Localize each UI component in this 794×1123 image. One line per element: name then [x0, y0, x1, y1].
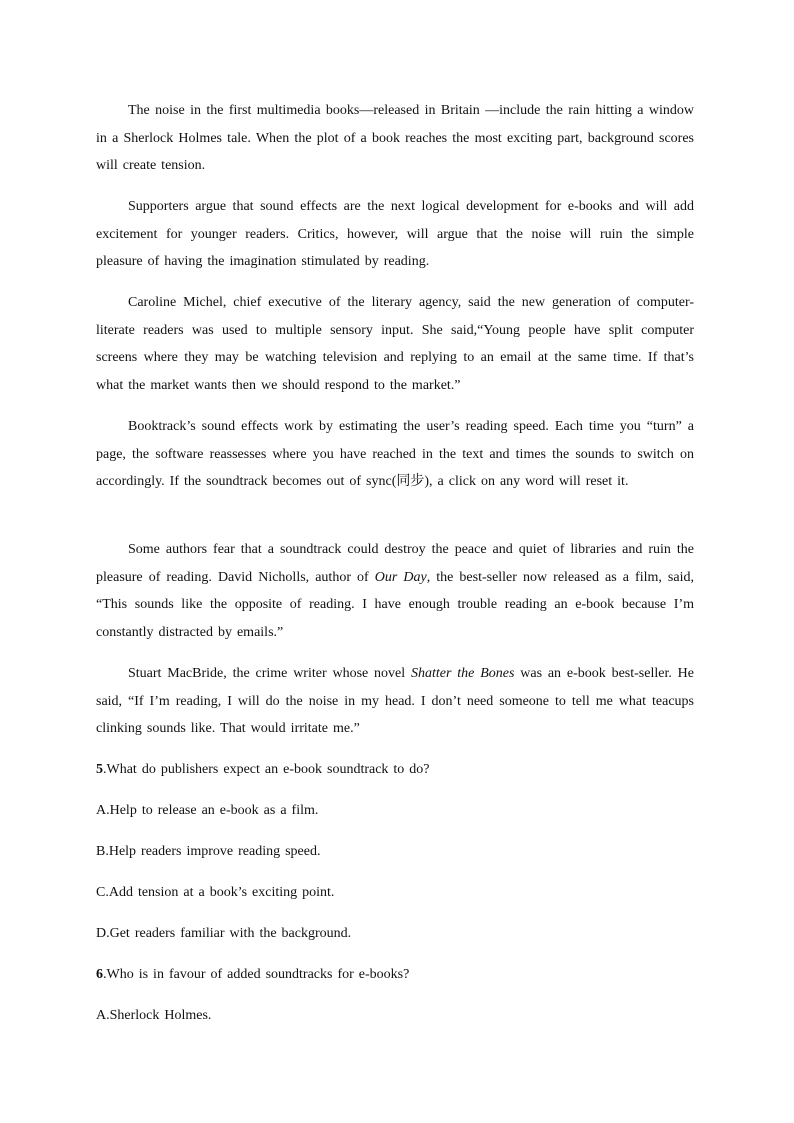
question-text: .Who is in favour of added soundtracks for e-books? [103, 967, 410, 982]
paragraph-text: , the best-seller now released as a film, said, “This sounds like the opposite of reading. I have enough trouble reading an e-book because I’m constantly distracted by emails.” [96, 569, 694, 640]
passage-paragraph-2: Supporters argue that sound effects are the next logical development for e-books and will add excitement for younger readers. Critics, however, will argue that the noise will ruin the simple pleasure of having the imagination stimulated by reading. [96, 199, 694, 269]
book-title: Shatter the Bones [411, 666, 515, 681]
question-6-option-a: A.Sherlock Holmes. [96, 1008, 212, 1023]
paragraph-text: Stuart MacBride, the crime writer whose novel [128, 666, 411, 681]
question-text: .What do publishers expect an e-book soundtrack to do? [103, 762, 430, 777]
passage-paragraph-1: The noise in the first multimedia books—released in Britain —include the rain hitting a window in a Sherlock Holmes tale. When the plot of a book reaches the most exciting part, background scores will create tension. [96, 103, 694, 173]
passage-paragraph-6 [96, 660, 694, 743]
question-5-option-a: A.Help to release an e-book as a film. [96, 803, 319, 818]
question-number: 5 [96, 762, 103, 777]
question-6 [96, 965, 409, 985]
book-title: Our Day [374, 569, 427, 585]
question-5-option-b: B.Help readers improve reading speed. [96, 844, 321, 859]
question-5-option-c: C.Add tension at a book’s exciting point. [96, 885, 335, 900]
passage-paragraph-3: Caroline Michel, chief executive of the literary agency, said the new generation of computer-literate readers was used to multiple sensory input. She said,“Young people have split computer screens where they may be watching television and replying to an email at the same time. If that’s what the market wants then we should respond to the market.” [96, 295, 694, 393]
question-5 [96, 760, 430, 780]
paragraph-text: was an e-book best-seller. He said, “If I’m reading, I will do the noise in my head. I don’t need someone to tell me what teacups clinking sounds like. That would irritate me.” [96, 666, 695, 736]
question-number: 6 [96, 967, 103, 982]
passage-paragraph-5 [96, 536, 694, 646]
question-5-option-d: D.Get readers familiar with the background. [96, 926, 352, 941]
paragraph-text: Some authors fear that a soundtrack could destroy the peace and quiet of libraries and ruin the pleasure of reading. David Nicholls, author of [96, 542, 694, 585]
passage-paragraph-4: Booktrack’s sound effects work by estimating the user’s reading speed. Each time you “turn” a page, the software reassesses where you have reached in the text and times the sounds to switch on accordingly. If the soundtrack becomes out of sync(同步), a click on any word will reset it. [96, 419, 694, 489]
